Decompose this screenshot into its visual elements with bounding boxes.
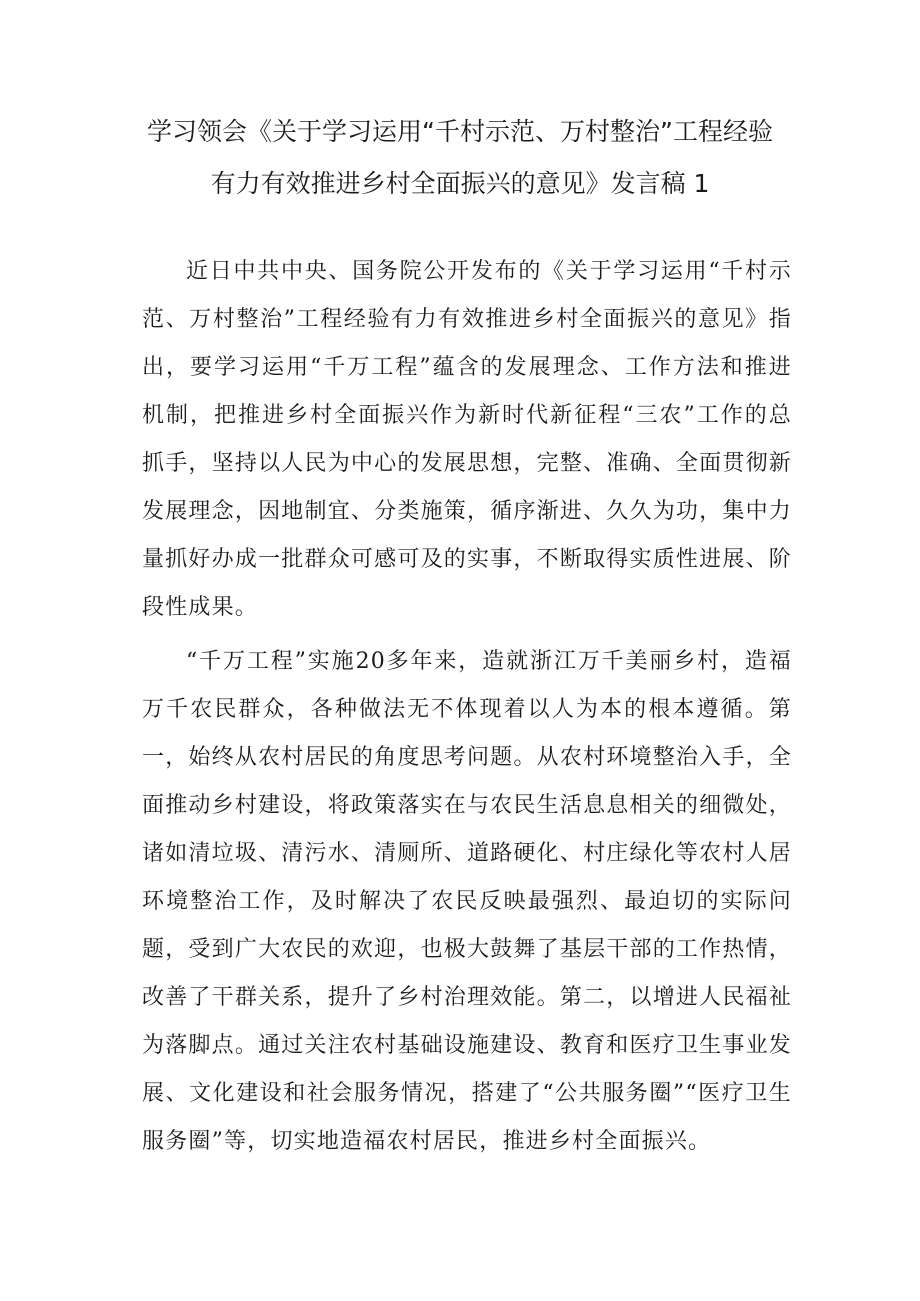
body-section-1 [142,248,792,632]
body-section-2 [142,638,792,1166]
document-title-line-2: 有力有效推进乡村全面振兴的意见》发言稿 1 [210,169,710,198]
document-title-line-1: 学习领会《关于学习运用“千村示范、万村整治”工程经验 [147,117,773,146]
paragraph-2: “千万工程”实施20多年来，造就浙江万千美丽乡村，造福万千农民群众，各种做法无不体现着以人为本的根本遵循。第一，始终从农村居民的角度思考问题。从农村环境整治入手，全面推动乡村建设，将政策落实在与农民生活息息相关的细微处，诸如清垃圾、清污水、清厕所、道路硬化、村庄绿化等农村人居环境整治工作，及时解决了农民反映最强烈、最迫切的实际问题，受到广大农民的欢迎，也极大鼓舞了基层干部的工作热情，改善了干群关系，提升了乡村治理效能。第二，以增进人民福祉为落脚点。通过关注农村基础设施建设、教育和医疗卫生事业发展、文化建设和社会服务情况，搭建了“公共服务圈”“医疗卫生服务圈”等，切实地造福农村居民，推进乡村全面振兴。 [142,649,792,1154]
paragraph-1: 近日中共中央、国务院公开发布的《关于学习运用“千村示范、万村整治”工程经验有力有效推进乡村全面振兴的意见》指出，要学习运用“千万工程”蕴含的发展理念、工作方法和推进机制，把推进乡村全面振兴作为新时代新征程“三农”工作的总抓手，坚持以人民为中心的发展思想，完整、准确、全面贯彻新发展理念，因地制宜、分类施策，循序渐进、久久为功，集中力量抓好办成一批群众可感可及的实事，不断取得实质性进展、阶段性成果。 [142,259,792,620]
